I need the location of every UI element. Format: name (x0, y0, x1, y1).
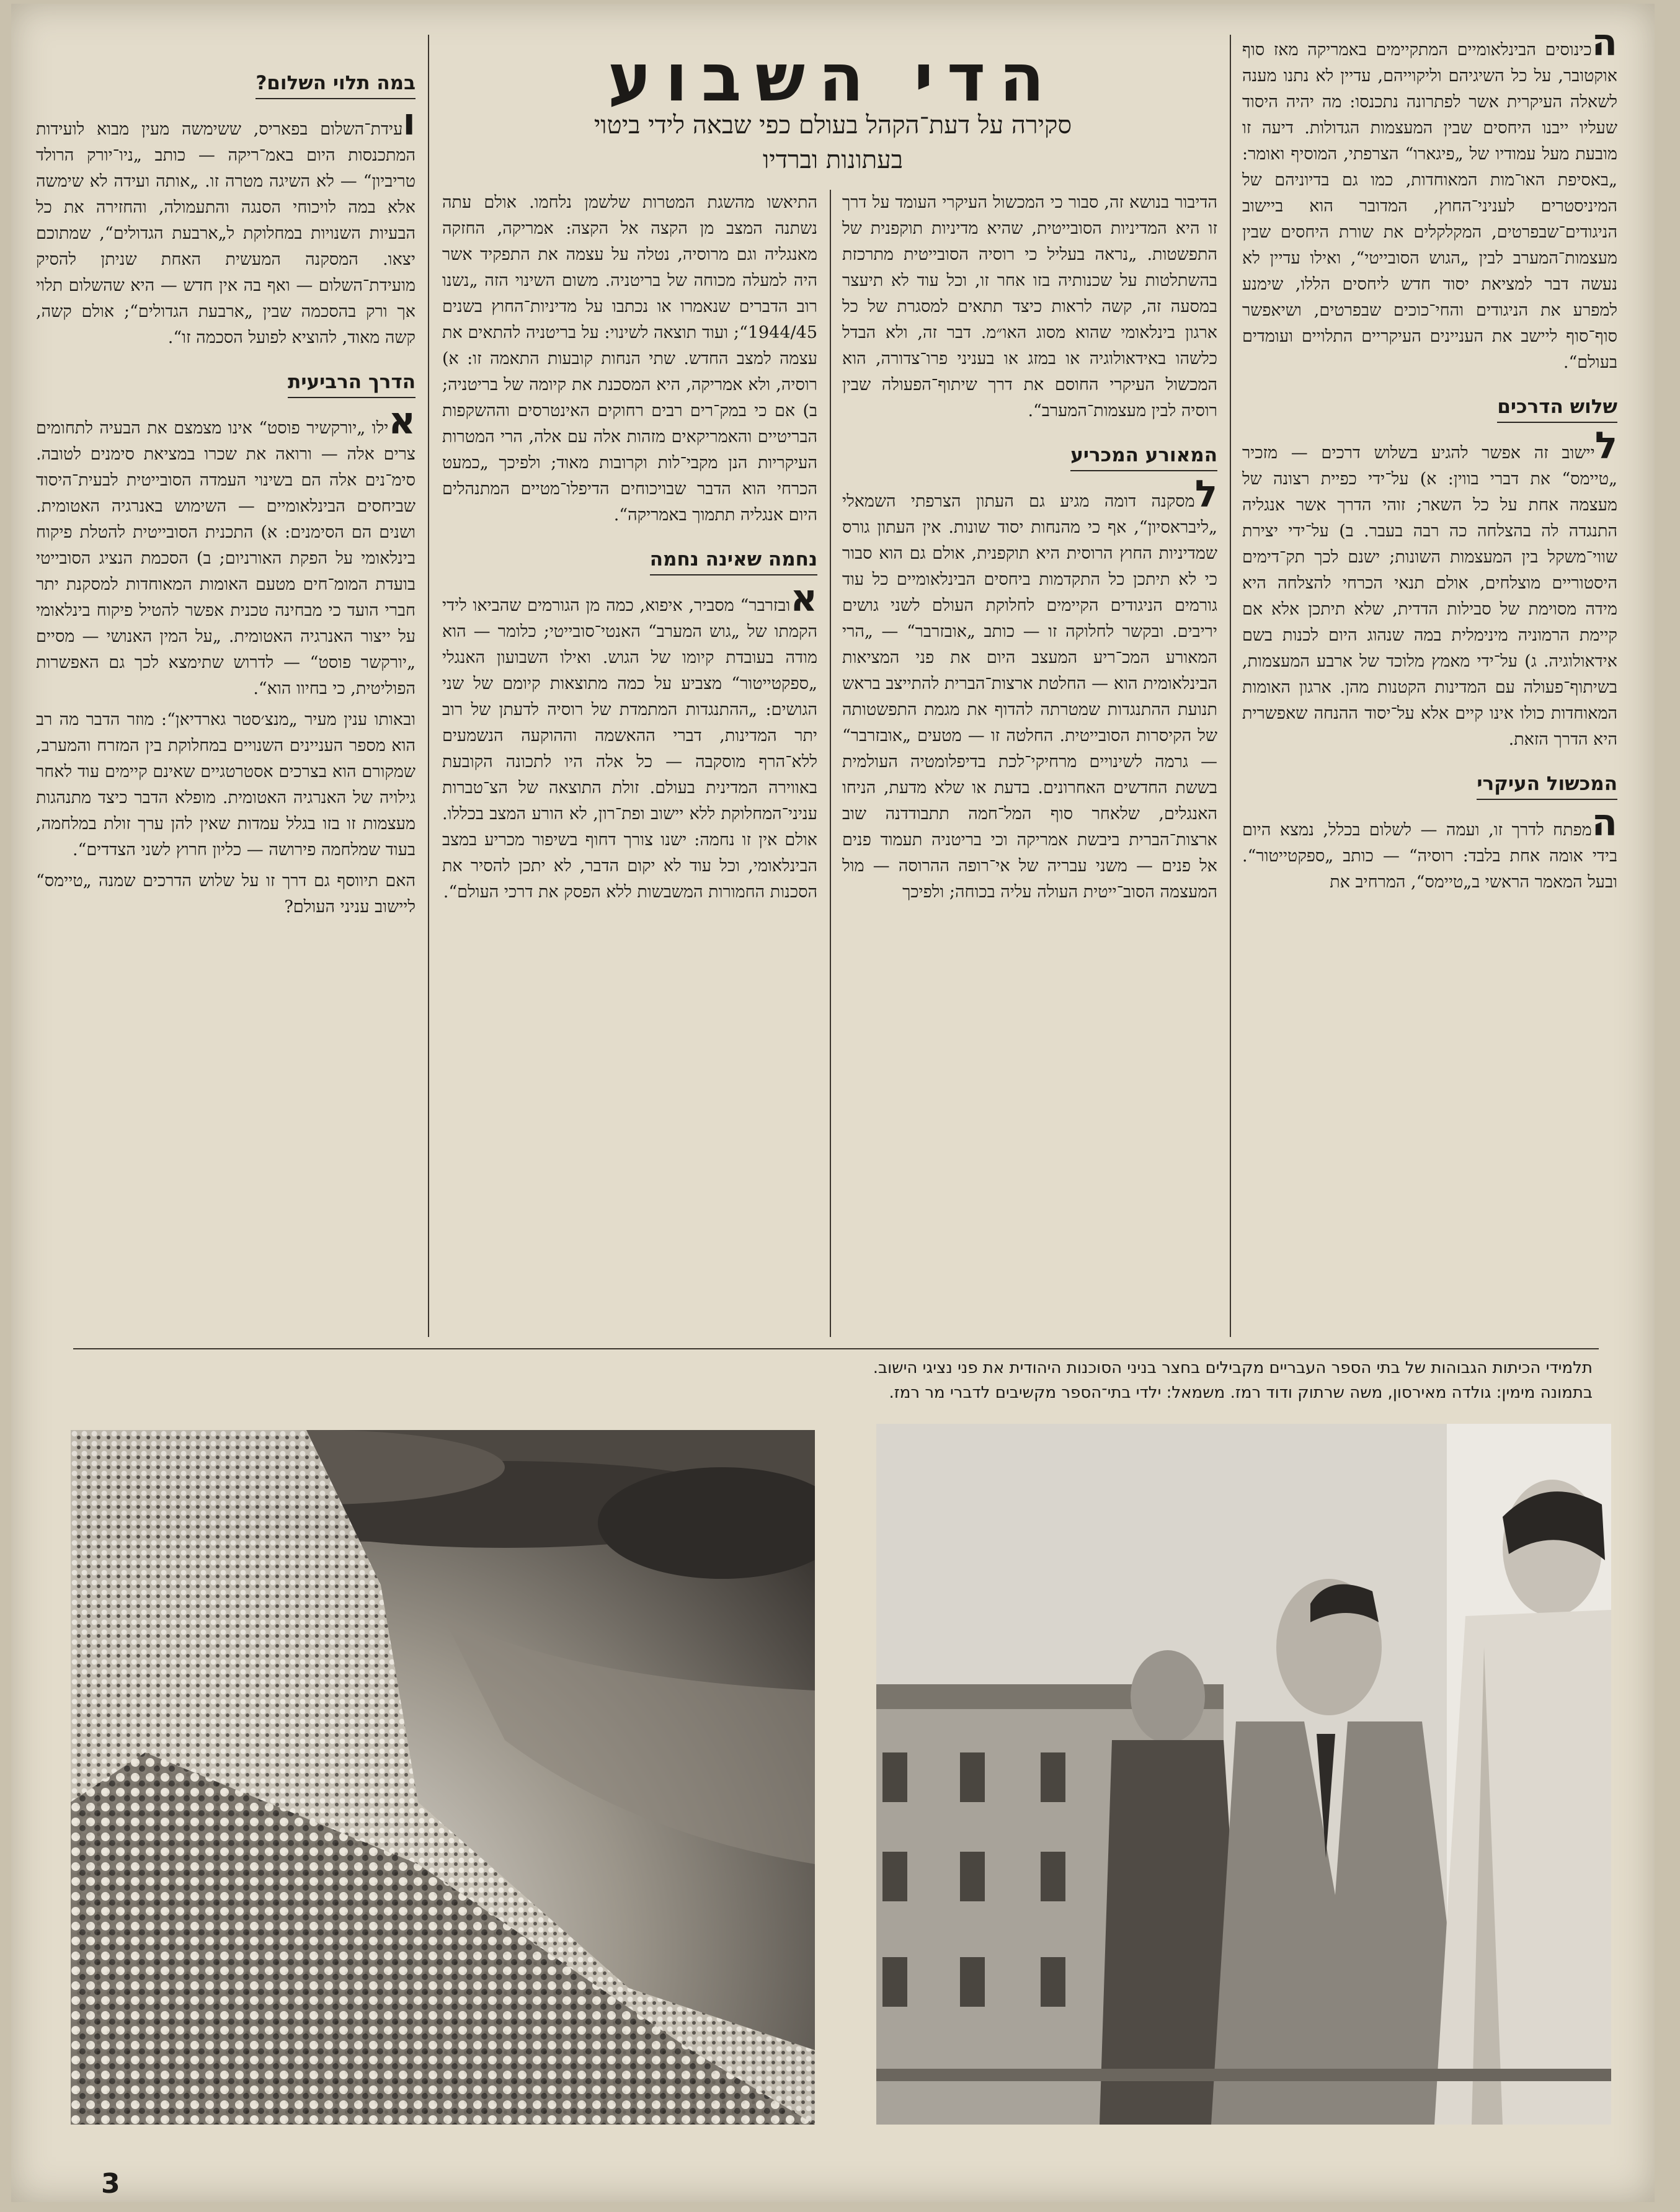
paragraph-text: ובזרבר“ מסביר, איפוא, כמה מן הגורמים שהביאו לידי הקמתו של „גוש המערב“ האנטי־סובייטי; כלומר — הוא מודה בעובדת קיומו של הגוש. ואילו השבועון האנגלי „ספקטייטור“ מצביע על כמה מתוצאות קיומם של שני הגושים: „ההתנגדות המתמדת של רוסיה לדעתן של רוב יתר המדינות, דברי ההאשמה וההוקעה הנשמעים ללא־הרף מוסקבה — כל אלה היו לתכונה הקובעת באווירה המדינית בעולם. זולת התוצאה של הצ־טברות עניני־המחלוקת ללא יישוב ופת־רון, לא הורע המצב בכללו. אולם אין זו נחמה: ישנו צורך דחוף בשיפור מכריע במצב הבינלאומי, וכל עוד לא יקום הדבר, לא יתכן להסיר את הסכנות החמורות המשבשות ללא הפסק את דרכי העולם“. (442, 596, 817, 902)
subheading-no-comfort: נחמה שאינה נחמה (650, 546, 817, 575)
drop-cap: א (388, 399, 416, 443)
caption-divider (73, 1348, 1599, 1349)
article-column-4 (36, 30, 416, 1338)
leaders-photo-graphic (876, 1424, 1611, 2125)
column-divider (428, 35, 429, 1337)
drop-cap: א (790, 577, 817, 620)
paragraph (442, 190, 817, 528)
paragraph-text: הדיבור בנושא זה, סבור כי המכשול העיקרי העומד על דרך זו היא המדיניות הסובייטית, שהיא מדיניות תוקפנית של התפשטות. „נראה בעליל כי רוסיה הסובייטית מתרכזת בהשתלטות על שכנותיה בזו אחר זו, וכל עוד לא תיעצר במסעה זה, קשה לראות כיצד תתאים למסגרת של כל ארגון בינלאומי שהוא מסוג האו״מ. דבר זה, ולא הבדל כלשהו באידאולוגיה או במזג או בעניני פרו־צדורה, הוא המכשול העיקרי החוסם את דרך שיתוף־הפעולה שבין רוסיה לבין מעצמות־המערב“. (842, 193, 1217, 420)
paragraph-text: עידת־השלום בפאריס, ששימשה מעין מבוא לועידות המתכנסות היום באמ־ריקה — כותב „ניו־יורק הרולד טריביון“ — לא השיגה מטרה זו. „אותה ועידה לא שימשה אלא במה לויכוחי הסנגה והתעמולה, והחזירה את כל הבעיות השנויות במחלוקת ל„ארבעת הגדולים“, שמתוכם יצאו. המסקנה המעשית האחת שניתן להסיק מועידת־השלום — ואף בה אין חדש — היא שהשלום תלוי אך ורק בהסכמה שבין „ארבעת הגדולים“; אולם קשה, קשה מאוד, להוציא לפועל הסכמה זו“. (36, 120, 416, 347)
paragraph (842, 190, 1217, 424)
caption-line-1: תלמידי הכיתות הגבוהות של בתי הספר העבריים מקבילים בחצר בניני הסוכנות היהודית את פני נציגי הישוב. (873, 1359, 1593, 1377)
paragraph (842, 473, 1217, 905)
page-number: 3 (101, 2168, 120, 2200)
paragraph-text: ובאותו ענין מעיר „מנצ׳סטר גארדיאן“: מוזר הדבר מה רב הוא מספר העניינים השנויים במחלוקת בין המזרח והמערב, שמקורם הוא בצרכים אסטרטגיים שאינם קיימים עוד לאחר גילויה של האנרגיה האטומית. מופלא הדבר כיצד מתנהגות מעצמות זו בזו בגלל עמדות שאין להן ערך זולת במלחמה, בעוד שמלחמה פירושה — כליון חרוץ לשני הצדדים“. (36, 710, 416, 859)
paragraph-text: ילו „יורקשיר פוסט“ אינו מצמצם את הבעיה לתחומים צרים אלה — ורואה את שכרו במציאת סימנים לטובה. סימ־נים אלה הם בשינוי העמדה הסובייטית לבעית־היסוד שביחסים הבינלאומיים — השימוש באנרגיה האטומית. ושנים הם הסימנים: א) התכנית הסובייטית להטלת פיקוח בינלאומי על הפקת האורניום; ב) הסכמת הנציג הסובייטי בועדת המומ־חים מטעם האומות המאוחדות למסקנת יתר חברי הועד כי מבחינה טכנית אפשר להטיל פיקוח בינלאומי על ייצור האנרגיה האטומית. „על המין האנושי — מסיים „יורקשר פוסט“ — לדרוש שתימצא לכך גם האפשרות הפוליטית, כי בחיוו הוא“. (36, 419, 416, 698)
paragraph-text: מסקנה דומה מגיע גם העתון הצרפתי השמאלי „ליבראסיון“, אף כי מהנחות יסוד שונות. אין העתון גורס שמדיניות החוץ הרוסית היא תוקפנית, אולם גם הוא סבור כי לא תיתכן כל התקדמות ביחסים הבינלאומיים כל עוד גורמים הניגודים הקיימים לחלוקת העולם לשני גושים יריבים. ובקשר לחלוקה זו — כותב „אובזרבר“ — „הרי המאורע המכ־ריע המעצב היום את פני המציאות הבינלאומית הוא — החלטת ארצות־הברית להתייצב בראש תנועת ההתנגדות שמטרתה להדוף את מגמת התפשטותה של הקיסרות הסובייטית. החלטה זו — מטעים „אובזרבר“ — גרמה לשינויים מרחיקי־לכת בדיפלומטיה העולמית בששת החדשים האחרונים. בדעת או שלא מדעת, הניחו האנגלים, שלאחר סוף המל־חמה תתבודדנה שוב ארצות־הברית ביבשת אמריקה וכי בריטניה תעמוד פנים אל פנים — משני עבריה של אי־רופה ההרוסה — מול המעצמה הסוב־ייטית העולה עליה בכוחה; ולפיכך (842, 492, 1217, 902)
drop-cap: ה (1591, 801, 1617, 845)
article-column-3 (442, 190, 817, 1340)
caption-line-2: בתמונה מימין: גולדה מאירסון, משה שרתוק ודוד רמז. משמאל: ילדי בתי־הספר מקשיבים לדברי מר רמז. (889, 1384, 1593, 1402)
subheading-three-ways: שלוש הדרכים (1497, 393, 1617, 423)
leaders-on-balcony-photo (876, 1424, 1611, 2125)
paragraph (36, 399, 416, 702)
paragraph-text: התיאשו מהשגת המטרות שלשמן נלחמו. אולם עתה נשתנה המצב מן הקצה אל הקצה: אמריקה, החזקה מאנגליה וגם מרוסיה, נטלה על עצמה את התפקיד אשר היה למעלה מכוחה של בריטניה. משום השינוי הזה „נשנו רוב הדברים שנאמרו או נכתבו על מדיניות־החוץ בשנים 1944/45“; ועוד תוצאה לשינוי: על בריטניה להתאים את עצמה למצב החדש. שתי הנחות קובעות התאמה זו: א) רוסיה, ולא אמריקה, היא המסכנת את קיומה של בריטניה; ב) אם כי במק־רים רבים רחוקים האינטרסים וההשקפות הבריטיים והאמריקאים מזהות אלה עם אלה, הרי המטרות העיקריות הנן מקבי־לות וקרובות מאוד; ולפיכך „כמעט הכרחי הוא הדבר שבויכוחים הדיפלו־מטיים המתנהלים היום אנגליה תתמוך באמריקה“. (442, 193, 817, 525)
subheading-peace-depends: במה תלוי השלום? (256, 69, 416, 99)
drop-cap: ל (1594, 424, 1617, 468)
subheading-decisive-event: המאורע המכריע (1070, 442, 1217, 471)
paragraph (36, 868, 416, 920)
paragraph-text: מפתח לדרך זו, ועמה — לשלום בכלל, נמצא היום בידי אומה אחת בלבד: רוסיה“ — כותב „ספקטייטור“. ובעל המאמר הראשי ב„טיימס“, המרחיב את (1242, 820, 1617, 892)
article-column-2 (842, 190, 1217, 1340)
paragraph-text: יישוב זה אפשר להגיע בשלוש דרכים — מזכיר „טיימס“ את דברי בווין: א) על־ידי כפיית רצונה של מעצמה אחת על כל השאר; זוהי הדרך אשר אנגליה התנגדה לה בהצלחה כה רבה בעבר. ב) על־ידי יצירת שווי־משקל בין המעצמות השונות; ישנם לכך תק־דימים היסטוריים מוצלחים, אולם תנאי הכרחי להצלחה היא מידה מסוימת של סבילות הדדית, שלא תיתכן אלא אם קיימת הרמוניה מינימלית במה שנהוג היום לכנות בשם אידאולוגיה. ג) על־ידי מאמץ מלוכד של ארבע המעצמות, בשיתוף־פעולה עם המדינות הקטנות מהן. ארגון האומות המאוחדות כולו אינו קיים אלא על־יסוד ההנחה שאפשרית היא הדרך הזאת. (1242, 443, 1617, 749)
drop-cap: ל (1194, 473, 1217, 516)
paragraph (1242, 801, 1617, 895)
paragraph (1242, 30, 1617, 376)
subheading-main-obstacle: המכשול העיקרי (1477, 770, 1617, 800)
paragraph (36, 707, 416, 863)
headline-subtitle-line2: בעתונות וברדיו (762, 146, 903, 174)
crowd-of-students-photo (71, 1430, 815, 2125)
column-divider (830, 190, 831, 1337)
paragraph (442, 577, 817, 905)
headline-subtitle-line1: סקירה על דעת־הקהל בעולם כפי שבאה לידי ביטוי (593, 111, 1072, 140)
drop-cap: ה (1591, 30, 1617, 64)
crowd-photo-graphic (71, 1430, 815, 2125)
headline-subtitle (445, 108, 1220, 177)
paragraph-text: האם תיווסף גם דרך זו על שלוש הדרכים שמנה „טיימס“ ליישוב עניני העולם? (36, 871, 416, 917)
newspaper-page (11, 4, 1655, 2202)
subheading-fourth-way: הדרך הרביעית (288, 368, 416, 398)
headline-title: הדי השבוע (607, 40, 1059, 116)
paragraph (36, 100, 416, 351)
paragraph (1242, 424, 1617, 753)
photo-caption (92, 1356, 1593, 1405)
column-divider (1230, 35, 1231, 1337)
paragraph-text: כינוסים הבינלאומיים המתקיימים באמריקה מאז סוף אוקטובר, על כל השיגיהם וליקוייהם, עדיין לא נתנו מענה לשאלה העיקרית אשר לפתרונה נתכנסו: מה יהיה היסוד שעליו ייבנו היחסים שבין המעצמות הגדולות. דיעה זו מובעת מעל עמודיו של „פיגארו“ הצרפתי, המוסיף ואומר: „באסיפת האו־מות המאוחדות, כמו גם בדיוניהם של המיניסטרים לעניני־החוץ, המדובר הוא ביישוב הניגודים־שבפרטים, המקלקלים את שורת היחסים שבין מעצמות־המערב לבין „הגוש הסובייטי“, ואילו עדיין לא נעשה דבר למציאת יסוד חדש ליחסים הללו, שימנע למפרע את הניגודים והחי־כוכים שבפרטים, ושיאפשר סוף־סוף ליישב את העניינים העיקריים התלויים ועומדים בעולם“. (1242, 40, 1617, 372)
article-column-1 (1242, 30, 1617, 1338)
drop-cap: ו (402, 100, 416, 144)
